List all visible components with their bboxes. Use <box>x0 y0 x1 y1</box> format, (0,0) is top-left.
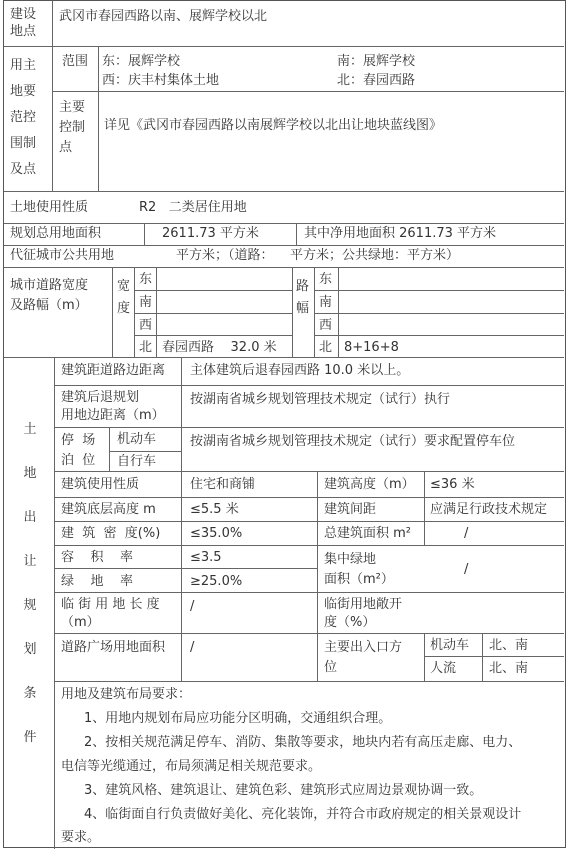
col-divider <box>292 267 293 357</box>
ground-height-value: ≤5.5 米 <box>190 502 239 517</box>
range-east: 东：展辉学校 <box>102 54 181 69</box>
total-floor-label: 总建筑面积 m² <box>324 526 412 541</box>
col-divider <box>109 427 110 471</box>
control-points-value: 详见《武冈市春园西路以南展辉学校以北出让地块蓝线图》 <box>104 118 443 133</box>
col-divider <box>134 267 135 357</box>
row-divider <box>4 223 564 224</box>
parking-motor-label: 机动车 <box>117 432 157 447</box>
density-label: 建 筑 密 度(%) <box>61 526 161 541</box>
row-divider <box>314 313 564 314</box>
setback-boundary-label: 建筑后退规划 用地边距离（m） <box>61 390 165 423</box>
green-label: 绿 地 率 <box>61 574 134 589</box>
frontage-length-value: / <box>190 599 195 614</box>
col-divider <box>317 471 318 681</box>
row-divider <box>4 191 564 192</box>
row-divider <box>134 335 292 336</box>
row-divider <box>54 592 564 593</box>
col-divider <box>482 633 483 681</box>
conditions-side-label <box>21 421 39 773</box>
requirement-3: 3、建筑风格、建筑退让、建筑色彩、建筑形式应周边景观协调一致。 <box>84 783 483 798</box>
location-value: 武冈市春园西路以南、展辉学校以北 <box>59 9 268 24</box>
side-char: 划 <box>23 642 37 657</box>
lane-north-value: 8+16+8 <box>344 340 399 355</box>
row-divider <box>109 451 181 452</box>
row-divider <box>54 568 317 569</box>
col-divider <box>338 267 339 357</box>
height-label: 建筑高度（m） <box>324 477 415 492</box>
row-divider <box>52 91 564 92</box>
height-value: ≤36 米 <box>430 477 475 492</box>
range-label: 范围 <box>62 54 89 69</box>
total-area-value: 2611.73 平方米 <box>162 226 259 241</box>
lane-dir-north: 北 <box>319 340 333 355</box>
col-divider <box>181 357 182 681</box>
requirements-title: 用地及建筑布局要求： <box>61 687 192 702</box>
row-divider <box>4 357 564 358</box>
range-south: 南：展辉学校 <box>337 54 416 69</box>
parking-bike-label: 自行车 <box>117 454 157 469</box>
road-dir-south: 南 <box>139 295 153 310</box>
entrance-people-label: 人流 <box>430 661 457 676</box>
requirement-1: 1、用地内规划布局应功能分区明确，交通组织合理。 <box>84 711 392 726</box>
side-char: 规 <box>23 598 37 613</box>
side-char: 出 <box>23 510 37 525</box>
lane-dir-south: 南 <box>319 295 333 310</box>
range-west: 西：庆丰村集体土地 <box>102 73 220 88</box>
road-width-side-label: 宽 度 <box>117 279 131 316</box>
total-floor-value: / <box>464 526 469 541</box>
entrance-motor-label: 机动车 <box>430 638 470 653</box>
row-divider <box>4 267 564 268</box>
planning-conditions-table <box>3 0 566 848</box>
setback-road-value: 主体建筑后退春园西路 10.0 米以上。 <box>190 363 410 378</box>
building-use-value: 住宅和商铺 <box>190 477 256 492</box>
density-value: ≤35.0% <box>190 526 243 541</box>
col-divider <box>112 267 113 357</box>
row-divider <box>314 290 564 291</box>
far-value: ≤3.5 <box>190 550 222 565</box>
far-label: 容 积 率 <box>61 550 134 565</box>
side-char: 地 <box>23 466 37 481</box>
control-section-label: 用主 地要 范控 围制 及点 <box>10 58 37 177</box>
parking-label: 停 场 泊 位 <box>61 433 96 468</box>
green-area-label: 集中绿地 面积（m²） <box>324 552 394 587</box>
row-divider <box>54 633 564 634</box>
row-divider <box>54 497 564 498</box>
lane-dir-west: 西 <box>319 318 333 333</box>
col-divider <box>52 1 53 191</box>
row-divider <box>4 46 564 47</box>
row-divider <box>134 313 292 314</box>
public-land-label: 代征城市公共用地 <box>10 248 115 263</box>
parking-value: 按湖南省城乡规划管理技术规定（试行）要求配置停车位 <box>190 434 516 449</box>
road-width-label: 城市道路宽度 及路幅（m） <box>10 278 89 313</box>
control-points-label: 主要 控制 点 <box>59 100 86 155</box>
setback-road-label: 建筑距道路边距离 <box>61 363 166 378</box>
road-lane-side-label: 路 幅 <box>296 279 310 316</box>
range-north: 北：春园西路 <box>337 73 416 88</box>
entrance-people-value: 北、南 <box>489 661 529 676</box>
requirement-2a: 2、按相关规范满足停车、消防、集散等要求，地块内若有高压走廊、电力、 <box>84 735 522 750</box>
green-area-value: / <box>464 562 469 577</box>
road-dir-north: 北 <box>139 340 153 355</box>
lane-dir-east: 东 <box>319 272 333 287</box>
side-char: 件 <box>23 730 37 745</box>
total-area-label: 规划总用地面积 <box>10 226 102 241</box>
entrance-label: 主要出入口方 位 <box>324 640 403 675</box>
building-use-label: 建筑使用性质 <box>61 477 140 492</box>
road-dir-east: 东 <box>139 272 153 287</box>
side-char: 让 <box>23 554 37 569</box>
setback-boundary-value: 按湖南省城乡规划管理技术规定（试行）执行 <box>190 392 451 407</box>
road-width-north: 春园西路 32.0 米 <box>162 340 277 355</box>
row-divider <box>134 290 292 291</box>
spacing-label: 建筑间距 <box>324 502 377 517</box>
land-use-value: R2 二类居住用地 <box>139 200 247 215</box>
row-divider <box>54 471 564 472</box>
side-char: 土 <box>23 422 37 437</box>
plaza-value: / <box>190 640 195 655</box>
frontage-length-label: 临 街 用 地 长 度 （m） <box>61 597 160 630</box>
road-dir-west: 西 <box>139 318 153 333</box>
row-divider <box>54 385 564 386</box>
side-char: 条 <box>23 686 37 701</box>
row-divider <box>4 245 564 246</box>
row-divider <box>424 656 564 657</box>
row-divider <box>54 545 564 546</box>
location-label: 建设 地点 <box>10 7 37 39</box>
requirement-4b: 要求。 <box>61 830 101 845</box>
row-divider <box>54 681 564 682</box>
net-area-text: 其中净用地面积 2611.73 平方米 <box>304 226 497 241</box>
row-divider <box>314 335 564 336</box>
col-divider <box>144 223 145 245</box>
entrance-motor-value: 北、南 <box>489 638 529 653</box>
public-land-value: 平方米；（道路： 平方米；公共绿地：平方米） <box>176 248 460 263</box>
col-divider <box>424 633 425 681</box>
requirement-2b: 电信等光缆通过，布局须满足相关规范要求。 <box>61 759 322 774</box>
col-divider <box>314 267 315 357</box>
row-divider <box>54 521 564 522</box>
col-divider <box>424 471 425 545</box>
col-divider <box>296 223 297 245</box>
land-use-label: 土地使用性质 <box>10 200 89 215</box>
requirement-4a: 4、临街面自行负责做好美化、亮化装饰，并符合市政府规定的相关景观设计 <box>84 807 522 822</box>
col-divider <box>54 357 55 849</box>
spacing-value: 应满足行政技术规定 <box>430 502 548 517</box>
ground-height-label: 建筑底层高度 m <box>61 502 156 517</box>
col-divider <box>156 267 157 357</box>
green-value: ≥25.0% <box>190 574 243 589</box>
row-divider <box>54 427 564 428</box>
plaza-label: 道路广场用地面积 <box>61 640 166 655</box>
frontage-open-label: 临街用地敞开 度（%） <box>324 597 403 630</box>
col-divider <box>98 46 99 191</box>
